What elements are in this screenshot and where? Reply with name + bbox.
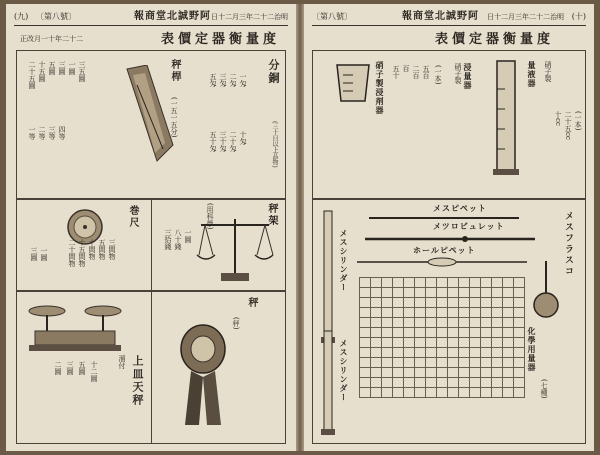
- fundo-item: 二匁: [229, 73, 237, 87]
- chem-note: (七種): [540, 379, 548, 399]
- title-note: 正改月一十年二十二: [20, 35, 83, 43]
- chem-label: 化學用量器: [527, 327, 537, 372]
- cylinder-label: 量液器: [527, 61, 537, 88]
- cylinder-item: 二十五cc: [564, 111, 572, 140]
- divider: [151, 291, 152, 443]
- cup-item: 五百: [422, 65, 430, 79]
- issue-number: 〔第八號〕: [36, 12, 76, 21]
- tenbin-price: 五圓: [78, 361, 86, 375]
- tenbin-label: 上皿天秤: [131, 355, 144, 407]
- journal-name: 報商堂北誠野阿: [402, 11, 479, 22]
- kakari-item: 一圓: [184, 229, 192, 243]
- graduated-cylinder-illustration: [491, 59, 521, 179]
- cylinder-item: 十cc: [554, 111, 562, 126]
- price-col: 一圓: [68, 61, 76, 75]
- book-spread: [6, 4, 594, 451]
- section-fundo-box: [16, 50, 286, 200]
- mess-cylinder-label: メスシリンダー: [339, 229, 349, 292]
- mess-cylinder-illustration: [321, 329, 335, 439]
- kakari-item: 八十錢: [174, 229, 182, 250]
- cup-note: (一本): [434, 65, 442, 85]
- left-page-header: [14, 10, 288, 24]
- shaku-item: 五間物: [98, 239, 106, 260]
- shaku-label: 巻尺: [127, 205, 138, 229]
- fundo-item: 三十匁: [219, 131, 227, 152]
- bakari-note: (一五一五分): [170, 97, 178, 138]
- pipette-label: メツロビュレット: [433, 221, 505, 231]
- volumetric-pipette-illustration: [357, 257, 527, 267]
- fundo-item: 二十匁: [229, 131, 237, 152]
- left-title-bar: [16, 28, 286, 48]
- cylinder-sublabel: 硝子製: [544, 61, 552, 82]
- pipette-label: メスピペット: [433, 203, 487, 213]
- header-rule: [312, 25, 586, 26]
- price-col: 三圓: [58, 61, 66, 75]
- section-glassware-box: [312, 50, 586, 200]
- shaku-item: 二十間物: [68, 239, 76, 267]
- fundo-note: (三十目以上品物): [271, 121, 278, 168]
- cylinder2-sublabel: 硝子製: [454, 63, 462, 84]
- mess-cylinder-illustration: [321, 209, 335, 349]
- tenbin-price: 二圓: [54, 361, 62, 375]
- price-col: 十五圓: [38, 61, 46, 82]
- shaku-item: 三間物: [108, 239, 116, 260]
- cup-item: 五十: [392, 65, 400, 79]
- spring-balance-illustration: [177, 321, 247, 431]
- cylinder-note: (一本): [574, 111, 582, 131]
- shaku-item: 十間物: [88, 239, 96, 260]
- flask-label: メスフラスコ: [563, 211, 573, 277]
- section-bottom-box: [16, 290, 286, 444]
- issue-number: 〔第八號〕: [312, 12, 352, 21]
- grade-col: 三等: [48, 126, 56, 140]
- fundo-item: 五十匁: [209, 131, 217, 152]
- section-middle-box: [16, 198, 286, 292]
- page-number: (九): [14, 12, 29, 21]
- pipette-label: ホールピペット: [413, 245, 476, 255]
- fundo-item: 一匁: [239, 73, 247, 87]
- tenbin-note: 溜付: [118, 355, 126, 369]
- fundo-item: 十匁: [239, 131, 247, 145]
- cup-label: 硝子製浸剤器: [375, 61, 385, 115]
- page-title: 表價定器衡量度: [160, 32, 280, 47]
- tenbin-price: 三圓: [66, 361, 74, 375]
- fundo-label: 分銅: [267, 59, 280, 85]
- tenbin-price: 十二圓: [90, 361, 98, 382]
- kakari-label: 秤架: [266, 203, 277, 227]
- shaku-item: 十五間物: [78, 239, 86, 267]
- left-page: [6, 4, 296, 451]
- book-gutter: [296, 4, 304, 451]
- bakari2-note: (秤): [232, 317, 240, 330]
- section-pipette-box: [312, 198, 586, 444]
- kakari-note: (用科學): [206, 203, 214, 230]
- shaku-price: 一圓: [40, 247, 48, 261]
- price-col: 三五圓: [78, 61, 86, 82]
- right-page-header: [312, 10, 586, 24]
- grade-col: 四等: [58, 126, 66, 140]
- page-number: (十): [571, 12, 586, 21]
- steelyard-illustration: [117, 65, 177, 165]
- bakari2-label: 秤: [246, 297, 257, 309]
- page-title: 表價定器衡量度: [434, 32, 554, 47]
- header-rule: [14, 25, 288, 26]
- balance-scale-illustration: [195, 215, 275, 285]
- bakari-label: 秤桿: [169, 59, 180, 83]
- cylinder2-label: 浸量器: [463, 63, 473, 90]
- cup-item: 二百: [412, 65, 420, 79]
- fundo-item: 五匁: [209, 73, 217, 87]
- mess-cylinder-label: メスシリンダー: [339, 339, 349, 402]
- divider: [151, 199, 152, 291]
- header-date: 日十二月三年二十二治明: [211, 13, 288, 21]
- kakari-item: 三拾錢: [164, 229, 172, 250]
- fundo-item: 三匁: [219, 73, 227, 87]
- measuring-cup-illustration: [333, 61, 373, 105]
- grade-col: 一等: [28, 126, 36, 140]
- price-col: 五圓: [48, 61, 56, 75]
- grade-col: 二等: [38, 126, 46, 140]
- burette-illustration: [365, 235, 535, 243]
- platform-balance-illustration: [25, 297, 125, 357]
- volumetric-flask-illustration: [531, 261, 561, 321]
- right-title-bar: [314, 28, 584, 48]
- price-grid: [359, 277, 525, 398]
- right-page: [304, 4, 594, 451]
- journal-name: 報商堂北誠野阿: [134, 11, 211, 22]
- header-date: 日十二月三年二十二治明: [487, 13, 564, 21]
- price-col: 二十五圓: [28, 61, 36, 89]
- shaku-price: 三圓: [30, 247, 38, 261]
- cup-item: 百: [402, 65, 410, 72]
